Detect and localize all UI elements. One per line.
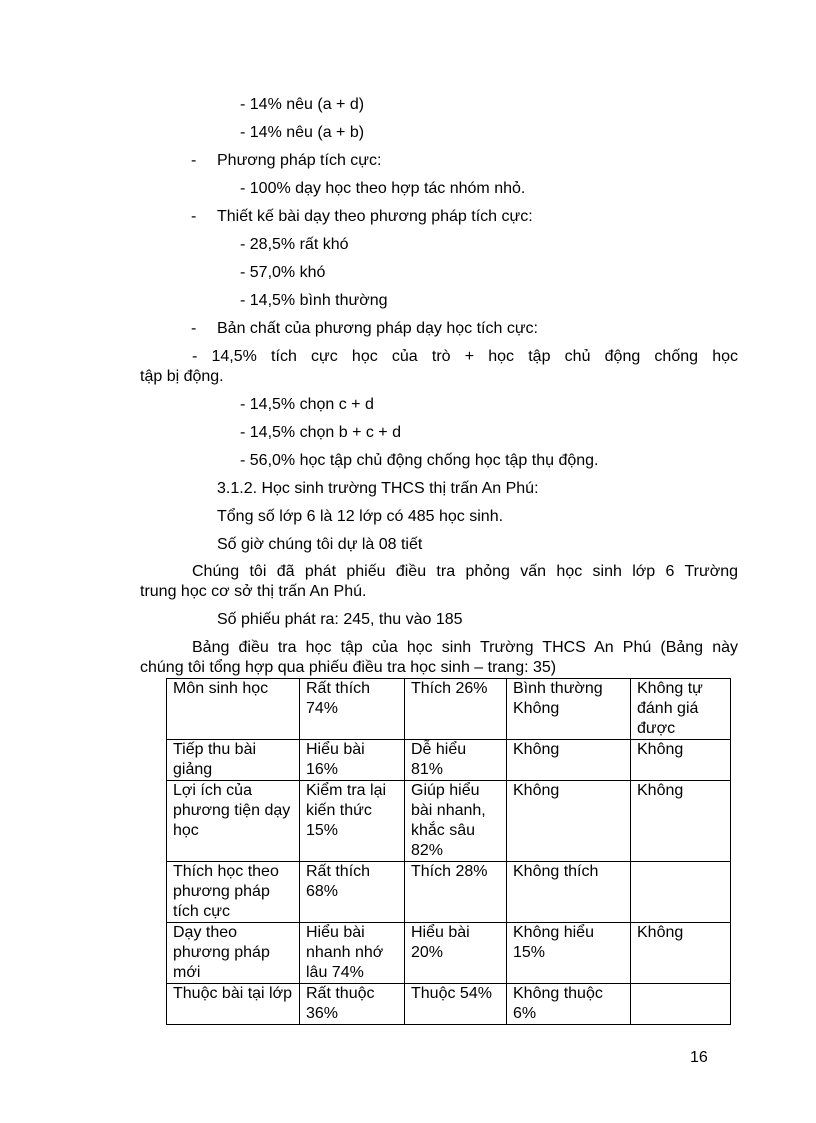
text-line: - 57,0% khó [240,264,326,281]
table-row [167,984,731,1025]
table-cell: Không [507,740,631,781]
table-row [167,862,731,923]
paragraph-line: chúng tôi tổng hợp qua phiếu điều tra học sinh – trang: 35) [140,659,557,676]
paragraph [140,638,738,678]
text-line: Tổng số lớp 6 là 12 lớp có 485 học sinh. [217,508,504,525]
survey-table [166,678,731,1025]
table-cell: Rất thích 68% [300,862,405,923]
table-cell: Hiểu bài nhanh nhớ lâu 74% [300,923,405,984]
text-line: Thiết kế bài dạy theo phương pháp tích cực: [217,208,533,225]
table-cell [631,984,731,1025]
section-heading: 3.1.2. Học sinh trường THCS thị trấn An Phú: [217,480,539,497]
paragraph [140,347,738,387]
table-row [167,679,731,740]
table-row [167,923,731,984]
text-line: - 56,0% học tập chủ động chống học tập thụ động. [240,452,599,469]
table-cell: Giúp hiểu bài nhanh, khắc sâu 82% [405,781,507,862]
paragraph-line: Bảng điều tra học tập của học sinh Trường THCS An Phú (Bảng này [192,639,738,656]
paragraph-line: - 14,5% tích cực học của trò + học tập chủ động chống học [192,348,738,365]
bullet-dash: - [191,208,197,225]
table-cell: Không thuộc 6% [507,984,631,1025]
table-cell: Rất thích 74% [300,679,405,740]
table-cell: Tiếp thu bài giảng [167,740,300,781]
text-line: - 14,5% chọn b + c + d [240,424,401,441]
text-line: - 14% nêu (a + b) [240,124,365,141]
table-cell: Rất thuộc 36% [300,984,405,1025]
table-cell: Thuộc 54% [405,984,507,1025]
paragraph-line: trung học cơ sở thị trấn An Phú. [140,583,367,600]
table-cell: Lợi ích của phương tiện dạy học [167,781,300,862]
text-line: Số phiếu phát ra: 245, thu vào 185 [217,611,463,628]
table-cell: Thích học theo phương pháp tích cực [167,862,300,923]
table-cell: Không [631,923,731,984]
paragraph-line: tập bị động. [140,368,224,385]
table-cell: Không tự đánh giá được [631,679,731,740]
text-line: Số giờ chúng tôi dự là 08 tiết [217,536,423,553]
table-cell: Không [631,740,731,781]
table-cell: Hiểu bài 16% [300,740,405,781]
text-line: - 14,5% chọn c + d [240,396,374,413]
paragraph [140,562,738,602]
table-row [167,740,731,781]
table-cell: Bình thường Không [507,679,631,740]
table-cell: Thích 28% [405,862,507,923]
table-cell: Thuộc bài tại lớp [167,984,300,1025]
text-line: Phương pháp tích cực: [217,152,382,169]
page-number: 16 [690,1049,708,1066]
text-line: - 14,5% bình thường [240,292,388,309]
text-line: - 14% nêu (a + d) [240,96,365,113]
text-line: - 28,5% rất khó [240,236,349,253]
table-row [167,781,731,862]
table-cell [631,862,731,923]
table-cell: Không [507,781,631,862]
table-cell: Không [631,781,731,862]
table-cell: Không thích [507,862,631,923]
bullet-dash: - [191,320,197,337]
table-cell: Thích 26% [405,679,507,740]
table-cell: Dễ hiểu 81% [405,740,507,781]
bullet-dash: - [191,152,197,169]
text-line: Bản chất của phương pháp dạy học tích cực: [217,320,538,337]
table-cell: Không hiểu 15% [507,923,631,984]
text-line: - 100% dạy học theo hợp tác nhóm nhỏ. [240,180,526,197]
table-cell: Hiểu bài 20% [405,923,507,984]
paragraph-line: Chúng tôi đã phát phiếu điều tra phỏng vấn học sinh lớp 6 Trường [192,563,738,580]
table-cell: Dạy theo phương pháp mới [167,923,300,984]
table-cell: Môn sinh học [167,679,300,740]
table-cell: Kiểm tra lại kiến thức 15% [300,781,405,862]
